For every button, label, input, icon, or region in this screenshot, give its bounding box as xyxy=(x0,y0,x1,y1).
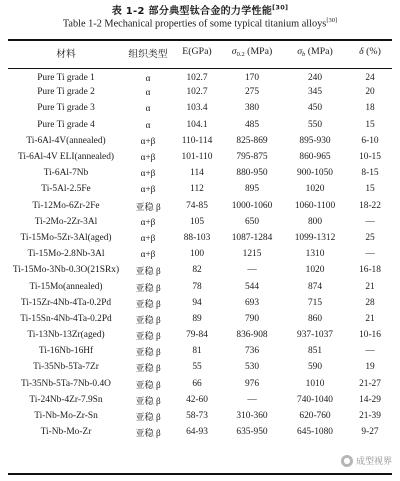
cell-tensile-strength: 1010 xyxy=(305,378,325,389)
table-row xyxy=(8,408,392,424)
cell-yield-strength: 895 xyxy=(244,184,260,195)
cell-tensile-strength: 645-1080 xyxy=(297,427,333,438)
cell-yield-strength: 170 xyxy=(244,73,260,84)
cell-tensile-strength: 937-1037 xyxy=(297,330,333,341)
cell-tensile-strength: 895-930 xyxy=(299,135,331,146)
table-row xyxy=(8,198,392,214)
cell-structure: α xyxy=(145,87,151,98)
table-row xyxy=(8,376,392,392)
table-row xyxy=(8,262,392,278)
cell-elongation: — xyxy=(365,346,375,357)
cell-tensile-strength: 1020 xyxy=(305,184,325,195)
cell-material: Ti-15Mo(annealed) xyxy=(29,281,103,292)
cell-tensile-strength: 1020 xyxy=(305,265,325,276)
cell-elastic-modulus: 42-60 xyxy=(186,394,208,405)
cell-structure: 亚稳 β xyxy=(135,314,161,325)
cell-tensile-strength: 550 xyxy=(307,119,323,130)
cell-structure: α xyxy=(145,119,151,130)
cell-material: Ti-15Mo-2.8Nb-3Al xyxy=(27,249,105,260)
cell-material: Ti-5Al-2.5Fe xyxy=(41,184,91,195)
cell-structure: 亚稳 β xyxy=(135,331,161,342)
cell-elastic-modulus: 100 xyxy=(189,249,205,260)
cell-tensile-strength: 900-1050 xyxy=(297,168,333,179)
cell-elongation: 24 xyxy=(365,73,375,84)
cell-yield-strength: 485 xyxy=(244,119,260,130)
cell-tensile-strength: 1099-1312 xyxy=(294,232,336,243)
cell-tensile-strength: 1060-1100 xyxy=(294,200,336,211)
cell-elongation: 10-15 xyxy=(359,152,381,163)
table-row xyxy=(8,84,392,100)
cell-structure: 亚稳 β xyxy=(135,298,161,309)
header-material: 材料 xyxy=(56,49,76,60)
cell-yield-strength: 976 xyxy=(244,378,260,389)
cell-tensile-strength: 740-1040 xyxy=(297,394,333,405)
cell-structure: α+β xyxy=(140,168,156,179)
cell-material: Ti-6Al-4V ELI(annealed) xyxy=(17,152,115,163)
table-caption-cn: 表 1-2 部分典型钛合金的力学性能[30] xyxy=(111,3,289,17)
cell-elongation: — xyxy=(365,216,375,227)
cell-elastic-modulus: 81 xyxy=(192,346,202,357)
cell-elongation: 18-22 xyxy=(359,200,381,211)
cell-elongation: 21 xyxy=(365,281,375,292)
table-body xyxy=(8,68,392,440)
watermark xyxy=(341,454,392,467)
table-row xyxy=(8,181,392,197)
cell-structure: 亚稳 β xyxy=(135,266,161,277)
cell-elongation: 21-39 xyxy=(359,411,381,422)
cell-material: Pure Ti grade 2 xyxy=(37,87,95,98)
cell-material: Ti-35Nb-5Ta-7Zr xyxy=(33,362,99,373)
cell-tensile-strength: 800 xyxy=(307,216,323,227)
table-row xyxy=(8,117,392,133)
header-elastic-modulus: E(GPa) xyxy=(182,46,212,57)
cell-material: Ti-13Nb-13Zr(aged) xyxy=(27,330,105,341)
cell-elongation: 21 xyxy=(365,313,375,324)
table-row xyxy=(8,359,392,375)
cell-elastic-modulus: 94 xyxy=(192,297,202,308)
cell-elongation: 10-16 xyxy=(359,330,381,341)
cell-structure: 亚稳 β xyxy=(135,428,161,439)
cell-tensile-strength: 874 xyxy=(307,281,323,292)
cell-yield-strength: 1215 xyxy=(242,249,262,260)
cell-material: Ti-16Nb-16Hf xyxy=(38,346,94,357)
cell-yield-strength: 1000-1060 xyxy=(231,200,273,211)
table-caption-en: Table 1-2 Mechanical properties of some typical titanium alloys[30] xyxy=(62,17,338,30)
cell-elongation: 15 xyxy=(365,119,375,130)
header-yield-strength: $\sigma_{0.2}$ (MPa) xyxy=(231,46,273,58)
cell-yield-strength: 530 xyxy=(244,362,260,373)
table-row xyxy=(8,68,392,84)
cell-elastic-modulus: 78 xyxy=(192,281,202,292)
cell-structure: 亚稳 β xyxy=(135,412,161,423)
cell-material: Ti-15Sn-4Nb-4Ta-0.2Pd xyxy=(20,313,112,324)
cell-elastic-modulus: 103.4 xyxy=(186,103,208,114)
table-row xyxy=(8,278,392,294)
cell-elongation: 6-10 xyxy=(361,135,379,146)
cell-yield-strength: 693 xyxy=(244,297,260,308)
cell-structure: α+β xyxy=(140,232,156,243)
header-structure: 组织类型 xyxy=(128,49,168,60)
table-row xyxy=(8,311,392,327)
cell-elastic-modulus: 79-84 xyxy=(186,330,208,341)
cell-tensile-strength: 851 xyxy=(307,346,323,357)
cell-elastic-modulus: 110-114 xyxy=(181,135,213,146)
cell-yield-strength: 380 xyxy=(244,103,260,114)
cell-tensile-strength: 590 xyxy=(307,362,323,373)
cell-structure: 亚稳 β xyxy=(135,201,161,212)
table-bottom-rule xyxy=(8,473,392,475)
cell-material: Pure Ti grade 4 xyxy=(37,119,95,130)
cell-elongation: 15 xyxy=(365,184,375,195)
cell-elastic-modulus: 112 xyxy=(190,184,204,195)
cell-yield-strength: 275 xyxy=(244,87,260,98)
table-row xyxy=(8,327,392,343)
mechanical-properties-table xyxy=(8,46,392,440)
cell-material: Ti-24Nb-4Zr-7.9Sn xyxy=(29,394,103,405)
cell-structure: α+β xyxy=(140,184,156,195)
cell-elastic-modulus: 89 xyxy=(192,313,202,324)
cell-tensile-strength: 240 xyxy=(307,73,323,84)
cell-yield-strength: — xyxy=(247,394,257,405)
cell-elastic-modulus: 64-93 xyxy=(186,427,208,438)
table-top-rule xyxy=(8,39,392,41)
cell-structure: 亚稳 β xyxy=(135,347,161,358)
cell-elastic-modulus: 74-85 xyxy=(186,200,208,211)
cell-material: Ti-15Mo-3Nb-0.3O(21SRx) xyxy=(12,265,120,276)
cell-yield-strength: — xyxy=(247,265,257,276)
table-header-row xyxy=(8,46,392,68)
cell-structure: α+β xyxy=(140,152,156,163)
cell-elastic-modulus: 114 xyxy=(190,168,204,179)
cell-yield-strength: 310-360 xyxy=(236,411,268,422)
cell-yield-strength: 795-875 xyxy=(236,152,268,163)
cell-yield-strength: 544 xyxy=(244,281,260,292)
cell-elongation: 20 xyxy=(365,87,375,98)
table-row xyxy=(8,214,392,230)
cell-elongation: — xyxy=(365,249,375,260)
cell-material: Ti-15Mo-5Zr-3Al(aged) xyxy=(20,232,112,243)
table-row xyxy=(8,230,392,246)
cell-structure: α+β xyxy=(140,135,156,146)
wechat-logo-icon: ● xyxy=(341,455,353,467)
table-row xyxy=(8,165,392,181)
table-row xyxy=(8,424,392,440)
cell-elongation: 8-15 xyxy=(361,168,379,179)
cell-yield-strength: 825-869 xyxy=(236,135,268,146)
cell-structure: 亚稳 β xyxy=(135,282,161,293)
cell-elongation: 21-27 xyxy=(359,378,381,389)
cell-structure: α+β xyxy=(140,249,156,260)
table-row xyxy=(8,392,392,408)
cell-tensile-strength: 860 xyxy=(307,313,323,324)
cell-material: Ti-12Mo-6Zr-2Fe xyxy=(32,200,100,211)
cell-elastic-modulus: 88-103 xyxy=(183,232,211,243)
cell-yield-strength: 736 xyxy=(244,346,260,357)
cell-yield-strength: 836-908 xyxy=(236,330,268,341)
cell-tensile-strength: 860-965 xyxy=(299,152,331,163)
cell-elastic-modulus: 66 xyxy=(192,378,202,389)
cell-elastic-modulus: 55 xyxy=(192,362,202,373)
cell-structure: 亚稳 β xyxy=(135,395,161,406)
cell-elastic-modulus: 58-73 xyxy=(186,411,208,422)
cell-elongation: 19 xyxy=(365,362,375,373)
cell-yield-strength: 790 xyxy=(244,313,260,324)
cell-tensile-strength: 450 xyxy=(307,103,323,114)
cell-structure: α xyxy=(145,73,151,84)
table-row xyxy=(8,133,392,149)
cell-yield-strength: 880-950 xyxy=(236,168,268,179)
cell-structure: α xyxy=(145,103,151,114)
cell-elongation: 9-27 xyxy=(361,427,379,438)
cell-yield-strength: 650 xyxy=(244,216,260,227)
cell-material: Pure Ti grade 1 xyxy=(37,73,95,84)
cell-material: Ti-Nb-Mo-Zr-Sn xyxy=(34,411,98,422)
table-row xyxy=(8,100,392,116)
cell-yield-strength: 635-950 xyxy=(236,427,268,438)
cell-elastic-modulus: 104.1 xyxy=(186,119,208,130)
cell-elastic-modulus: 105 xyxy=(189,216,205,227)
cell-elastic-modulus: 102.7 xyxy=(186,73,208,84)
cell-elastic-modulus: 101-110 xyxy=(181,152,213,163)
cell-material: Ti-35Nb-5Ta-7Nb-0.4O xyxy=(21,378,111,389)
cell-yield-strength: 1087-1284 xyxy=(231,232,273,243)
cell-tensile-strength: 715 xyxy=(307,297,323,308)
cell-elongation: 28 xyxy=(365,297,375,308)
cell-material: Ti-6Al-7Nb xyxy=(43,168,89,179)
cell-elongation: 16-18 xyxy=(359,265,381,276)
table-row xyxy=(8,246,392,262)
table-row xyxy=(8,295,392,311)
cell-material: Pure Ti grade 3 xyxy=(37,103,95,114)
cell-elongation: 25 xyxy=(365,232,375,243)
cell-material: Ti-6Al-4V(annealed) xyxy=(26,135,106,146)
cell-tensile-strength: 345 xyxy=(307,87,323,98)
cell-material: Ti-Nb-Mo-Zr xyxy=(40,427,92,438)
cell-structure: α+β xyxy=(140,216,156,227)
cell-material: Ti-15Zr-4Nb-4Ta-0.2Pd xyxy=(20,297,112,308)
table-row xyxy=(8,149,392,165)
cell-structure: 亚稳 β xyxy=(135,379,161,390)
cell-material: Ti-2Mo-2Zr-3Al xyxy=(34,216,98,227)
cell-elongation: 18 xyxy=(365,103,375,114)
header-tensile-strength: $\sigma_b$ (MPa) xyxy=(297,46,333,58)
cell-elastic-modulus: 102.7 xyxy=(186,87,208,98)
cell-elastic-modulus: 82 xyxy=(192,265,202,276)
cell-structure: 亚稳 β xyxy=(135,363,161,374)
cell-tensile-strength: 620-760 xyxy=(299,411,331,422)
header-elongation: δ (%) xyxy=(359,46,381,57)
cell-elongation: 14-29 xyxy=(359,394,381,405)
table-row xyxy=(8,343,392,359)
cell-tensile-strength: 1310 xyxy=(305,249,325,260)
watermark-text: 成型视界 xyxy=(355,457,392,467)
